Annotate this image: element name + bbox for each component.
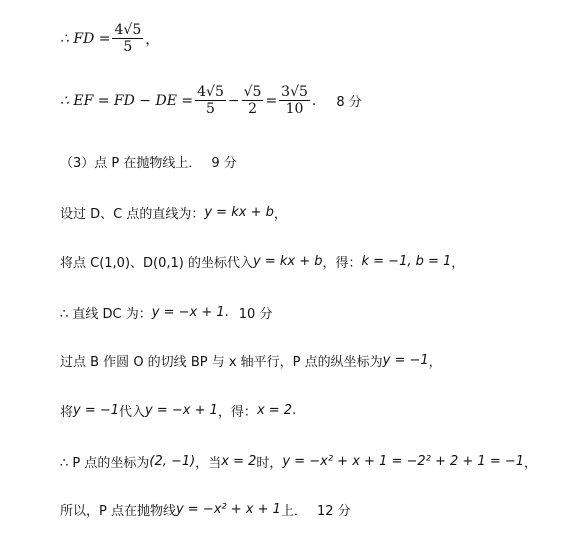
line-tangent	[60, 351, 442, 370]
line-conclusion	[60, 500, 351, 519]
line-solve-x	[60, 401, 296, 420]
set-dc-eq: y = kx + b	[204, 205, 274, 220]
dc-eq: y = −x + 1	[151, 305, 225, 320]
ef-frac-2	[242, 84, 264, 117]
part3-score: 9 分	[211, 156, 237, 171]
fd-tail: ，	[145, 31, 160, 48]
ef-frac-2-den: 2	[248, 101, 257, 117]
sub-text: 将点 C(1,0)、D(0,1) 的坐标代入	[60, 256, 253, 271]
line-set-dc	[60, 203, 287, 222]
ef-frac-3-num: 3√5	[281, 84, 308, 100]
pcoord-end: ，	[524, 456, 538, 471]
sub-mid: ，得：	[322, 256, 362, 271]
dc-end: .	[224, 305, 229, 320]
solve-result: x = 2	[256, 403, 293, 418]
pcoord-eq: y = −x² + x + 1 = −2² + 2 + 1 = −1	[282, 454, 525, 469]
set-dc-text: 设过 D、C 点的直线为：	[60, 207, 205, 222]
line-substitute	[60, 252, 464, 271]
ef-minus: −	[227, 92, 240, 109]
ef-frac-2-num: √5	[243, 84, 262, 100]
line-dc	[60, 303, 272, 322]
line-p-coord	[60, 452, 537, 471]
line-fd	[60, 22, 159, 55]
ef-frac-1	[195, 84, 226, 117]
solve-mid2: ，得：	[217, 405, 257, 420]
tangent-eq: y = −1	[382, 353, 429, 368]
solve-text: 将	[60, 405, 74, 420]
fd-prefix: ∴ FD =	[60, 30, 111, 47]
conclusion-text: 所以，P 点在抛物线	[60, 504, 176, 519]
line-ef	[60, 84, 362, 117]
solve-end: .	[292, 403, 297, 418]
solve-eq1: y = −1	[73, 403, 120, 418]
pcoord-cond: x = 2	[221, 454, 257, 469]
ef-frac-1-den: 5	[206, 101, 215, 117]
fd-fraction	[112, 22, 143, 55]
solve-mid: 代入	[119, 405, 146, 420]
ef-frac-3-den: 10	[285, 101, 304, 117]
set-dc-end: ，	[273, 207, 287, 222]
conclusion-mid: 上．	[280, 504, 307, 519]
sub-end: ，	[451, 256, 465, 271]
line-part3	[60, 152, 237, 171]
ef-frac-3	[279, 84, 310, 117]
solve-eq2: y = −x + 1	[145, 403, 218, 418]
ef-end: .	[311, 92, 317, 109]
part3-text: （3）点 P 在抛物线上．	[60, 156, 202, 171]
tangent-text: 过点 B 作圆 O 的切线 BP 与 x 轴平行，P 点的纵坐标为	[60, 355, 383, 370]
fd-numerator: 4√5	[114, 22, 142, 38]
dc-text: ∴ 直线 DC 为：	[60, 307, 152, 322]
pcoord-point: (2, −1)	[149, 454, 196, 469]
conclusion-eq: y = −x² + x + 1	[175, 502, 281, 517]
conclusion-score: 12 分	[316, 504, 351, 519]
pcoord-mid2: 时，	[256, 456, 283, 471]
sub-eq: y = kx + b	[253, 254, 323, 269]
ef-frac-1-num: 4√5	[197, 84, 224, 100]
pcoord-mid: ，当	[195, 456, 222, 471]
ef-equals: =	[265, 92, 278, 109]
pcoord-text: ∴ P 点的坐标为	[60, 456, 150, 471]
ef-score: 8 分	[336, 95, 362, 110]
dc-score: 10 分	[238, 307, 273, 322]
fd-denominator: 5	[123, 39, 133, 55]
ef-prefix: ∴ EF = FD − DE =	[60, 92, 194, 109]
tangent-end: ，	[428, 355, 442, 370]
sub-result: k = −1, b = 1	[361, 254, 452, 269]
